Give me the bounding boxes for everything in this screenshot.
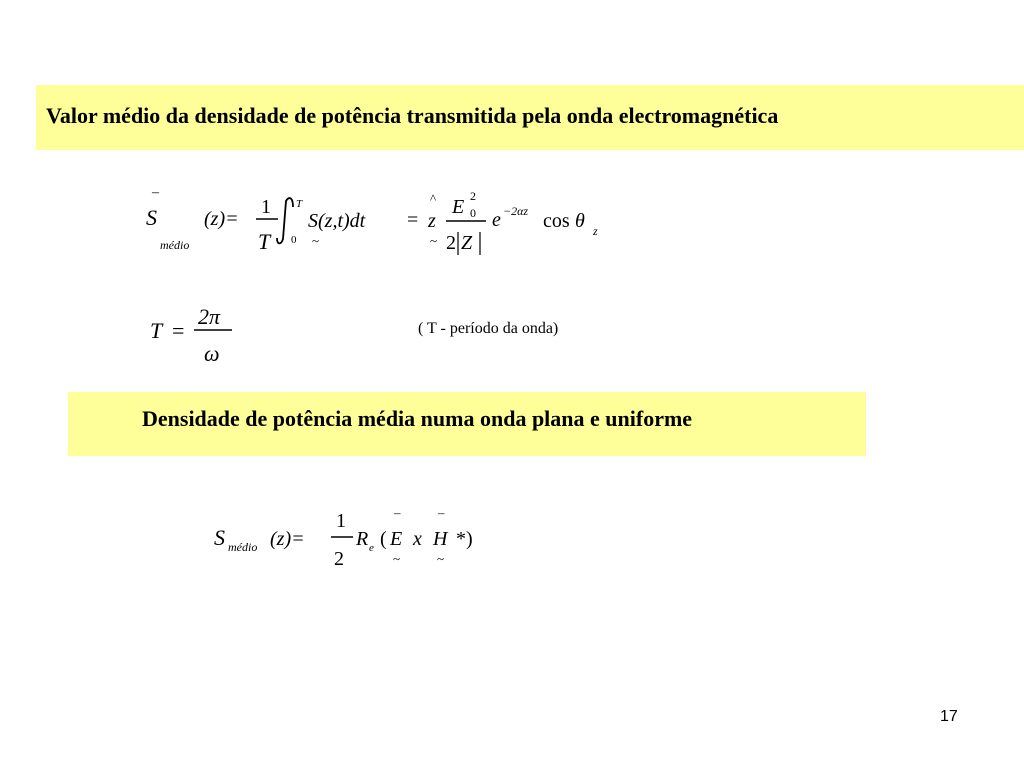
heading-1: Valor médio da densidade de potência transmitida pela onda electromagnética	[46, 103, 779, 128]
eq1-int-lower: 0	[291, 234, 297, 246]
svg-text:–: –	[438, 505, 445, 520]
eq1-integrand: S(z,t)dt	[308, 210, 366, 232]
eq1-den-symbol: Z	[461, 232, 473, 254]
eq3-frac-den: 2	[334, 548, 344, 570]
svg-text:~: ~	[430, 233, 438, 248]
svg-text:~: ~	[312, 233, 320, 248]
eq3-arg: (z)=	[270, 528, 305, 550]
heading-banner-2	[68, 392, 866, 456]
eq1-num-sup: 2	[470, 189, 476, 203]
svg-text:^: ^	[430, 191, 437, 206]
page-number: 17	[940, 708, 958, 725]
eq2-den: ω	[204, 341, 220, 366]
heading-banner-1	[36, 85, 1024, 150]
svg-text:–: –	[152, 185, 159, 200]
eq3-re-sub: e	[369, 542, 374, 554]
eq1-arg: (z)=	[204, 208, 239, 230]
eq1-num-symbol: E	[452, 196, 465, 218]
eq3-lhs-symbol: S	[214, 525, 225, 550]
eq2-num: 2π	[198, 304, 221, 329]
eq1-exp-base: e	[492, 209, 501, 231]
eq3-close: *)	[456, 528, 473, 550]
eq1-theta: θ	[575, 210, 585, 232]
eq3-frac-num: 1	[336, 510, 346, 532]
equation-average-poynting-vector	[214, 505, 494, 575]
eq1-lhs-subscript: médio	[160, 238, 190, 252]
eq2-equals: =	[172, 318, 185, 343]
eq1-int-upper: T	[296, 198, 303, 210]
eq1-num-sub: 0	[470, 206, 476, 220]
eq1-frac-num: 1	[261, 196, 271, 218]
eq1-exp-power: −2αz	[503, 204, 529, 218]
svg-text:~: ~	[393, 551, 401, 566]
svg-text:–: –	[394, 505, 401, 520]
svg-text:~: ~	[437, 551, 445, 566]
eq1-unit-vec: z	[428, 210, 436, 232]
equation-period	[150, 295, 250, 375]
eq1-theta-sub: z	[593, 224, 598, 238]
eq1-lhs-symbol: S	[146, 205, 157, 230]
eq1-den-coeff: 2	[446, 232, 456, 254]
eq1-equals: =	[407, 209, 419, 231]
eq3-open: (	[380, 528, 387, 550]
eq1-cos: cos	[543, 210, 570, 232]
eq3-h-vec: H	[433, 528, 448, 550]
eq3-re: R	[356, 528, 369, 550]
period-note: ( T - período da onda)	[418, 320, 559, 337]
eq2-lhs: T	[150, 318, 163, 343]
heading-2: Densidade de potência média numa onda plana e uniforme	[142, 406, 693, 431]
eq1-frac-den: T	[258, 229, 271, 254]
eq3-lhs-subscript: médio	[228, 540, 258, 554]
eq3-x: x	[413, 528, 422, 550]
equation-average-power-density	[140, 185, 620, 265]
eq3-e-vec: E	[390, 528, 403, 550]
